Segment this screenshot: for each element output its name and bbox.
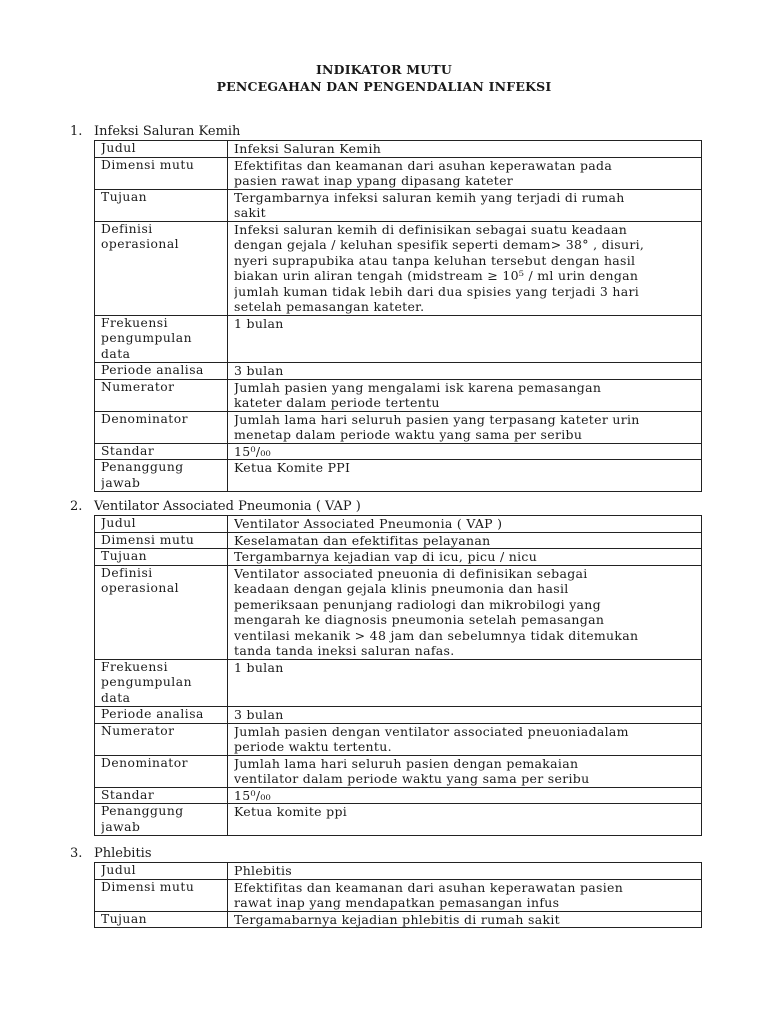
row-label-line: Penanggung <box>101 804 184 818</box>
table-row <box>95 189 702 221</box>
table-row <box>95 516 702 533</box>
row-value-line: Ventilator associated pneuonia di definisikan sebagai <box>234 565 588 581</box>
row-value-line: Jumlah pasien dengan ventilator associated pneuoniadalam <box>234 723 629 739</box>
row-label-line: Denominator <box>101 411 189 426</box>
row-value-line: sakit <box>234 205 266 220</box>
row-value-cell <box>228 379 702 411</box>
row-value-cell <box>228 516 702 533</box>
row-label-line: data <box>101 690 131 705</box>
table-row <box>95 443 702 460</box>
row-value-line: pemeriksaan penunjang radiologi dan mikrobilogi yang <box>234 596 601 612</box>
row-label-line: jawab <box>101 475 141 490</box>
row-value-line: Jumlah pasien yang mengalami isk karena pemasangan <box>234 379 602 395</box>
row-label-line: Dimensi mutu <box>101 157 195 172</box>
row-label-cell <box>95 379 228 411</box>
section-vap <box>70 499 710 836</box>
row-label-line: data <box>101 346 131 361</box>
section-heading <box>70 499 710 515</box>
row-label-line: Frekuensi <box>101 659 168 674</box>
row-value-line: Phlebitis <box>234 863 292 878</box>
table-row <box>95 659 702 707</box>
row-label-line: operasional <box>101 581 180 595</box>
row-value-cell <box>228 804 702 836</box>
row-label-line: Dimensi mutu <box>101 879 195 894</box>
row-value-cell <box>228 863 702 880</box>
row-label-cell <box>95 315 228 363</box>
row-label-cell <box>95 723 228 755</box>
row-label-cell <box>95 755 228 787</box>
row-label-cell <box>95 516 228 533</box>
row-value-cell <box>228 315 702 363</box>
table-row <box>95 879 702 911</box>
row-value-line: Keselamatan dan efektifitas pelayanan <box>234 532 491 548</box>
indicator-table <box>94 862 702 928</box>
section-number: 2. <box>70 499 83 514</box>
row-value-line: menetap dalam periode waktu yang sama per seribu <box>234 427 583 442</box>
indicator-table <box>94 515 702 836</box>
table-row <box>95 363 702 380</box>
document-subtitle: PENCEGAHAN DAN PENGENDALIAN INFEKSI <box>216 79 552 94</box>
section-infeksi-saluran-kemih <box>70 124 710 492</box>
row-value-cell <box>228 911 702 928</box>
row-label-line: Numerator <box>101 379 175 394</box>
row-label-cell <box>95 659 228 707</box>
row-label-cell <box>95 363 228 380</box>
row-value-cell <box>228 549 702 566</box>
row-label-line: Definisi <box>101 565 153 580</box>
section-phlebitis <box>70 846 710 928</box>
row-value-line: keadaan dengan gejala klinis pneumonia dan hasil <box>234 581 569 596</box>
row-value-line: ventilator dalam periode waktu yang sama per seribu <box>234 771 590 786</box>
row-label-cell <box>95 863 228 880</box>
row-label-line: Judul <box>101 863 137 877</box>
row-label-line: Tujuan <box>101 549 148 563</box>
row-value-line: pasien rawat inap ypang dipasang kateter <box>234 173 514 188</box>
row-value-line: Infeksi Saluran Kemih <box>234 141 382 156</box>
row-value-cell <box>228 221 702 315</box>
row-value-line: tanda tanda ineksi saluran nafas. <box>234 643 455 658</box>
row-value-line: periode waktu tertentu. <box>234 739 392 754</box>
row-value-line: Ketua Komite PPI <box>234 460 351 475</box>
row-value-cell <box>228 189 702 221</box>
table-row <box>95 707 702 724</box>
row-label-line: Denominator <box>101 755 189 770</box>
section-heading <box>70 846 710 862</box>
row-label-cell <box>95 443 228 460</box>
document-title: INDIKATOR MUTU <box>315 62 452 77</box>
row-value-cell <box>228 363 702 380</box>
row-value-cell <box>228 755 702 787</box>
row-label-line: Judul <box>101 516 137 530</box>
section-title: Ventilator Associated Pneumonia ( VAP ) <box>94 499 361 514</box>
row-label-line: Penanggung <box>101 460 184 474</box>
row-value-line: ventilasi mekanik > 48 jam dan sebelumnya tidak ditemukan <box>234 627 639 643</box>
indicator-table <box>94 140 702 492</box>
row-label-cell <box>95 532 228 549</box>
row-value-cell <box>228 707 702 724</box>
row-value-line: Tergambarnya kejadian vap di icu, picu / nicu <box>234 549 538 564</box>
row-label-cell <box>95 189 228 221</box>
section-number: 3. <box>70 846 83 861</box>
row-label-cell <box>95 565 228 659</box>
table-row <box>95 723 702 755</box>
table-row <box>95 787 702 804</box>
table-row <box>95 804 702 836</box>
row-label-cell <box>95 411 228 443</box>
row-label-line: Judul <box>101 141 137 155</box>
row-value-cell <box>228 141 702 158</box>
row-value-line: Jumlah lama hari seluruh pasien dengan pemakaian <box>234 755 579 771</box>
table-row <box>95 863 702 880</box>
table-row <box>95 549 702 566</box>
row-label-cell <box>95 157 228 189</box>
row-label-line: Tujuan <box>101 911 148 926</box>
row-value-line: 3 bulan <box>234 707 284 722</box>
table-row <box>95 379 702 411</box>
table-row <box>95 315 702 363</box>
row-value-cell <box>228 443 702 460</box>
row-label-line: operasional <box>101 237 180 251</box>
row-value-line: Efektifitas dan keamanan dari asuhan keperawatan pada <box>234 157 613 173</box>
table-row <box>95 532 702 549</box>
table-row <box>95 141 702 158</box>
row-value-line: nyeri suprapubika atau tanpa keluhan tersebut dengan hasil <box>234 252 636 268</box>
row-value-line: setelah pemasangan kateter. <box>234 299 425 314</box>
section-title: Phlebitis <box>94 846 152 861</box>
row-value-line: Tergambarnya infeksi saluran kemih yang terjadi di rumah <box>234 189 625 205</box>
row-value-line: jumlah kuman tidak lebih dari dua spisies yang terjadi 3 hari <box>234 283 640 299</box>
row-label-line: Tujuan <box>101 189 148 204</box>
row-value-line: Infeksi saluran kemih di definisikan sebagai suatu keadaan <box>234 221 628 237</box>
table-row <box>95 565 702 659</box>
row-label-line: jawab <box>101 819 141 834</box>
row-value-cell <box>228 723 702 755</box>
row-value-line: dengan gejala / keluhan spesifik seperti demam> 38° , disuri, <box>234 237 645 252</box>
row-value-line: kateter dalam periode tertentu <box>234 395 440 410</box>
row-label-line: pengumpulan <box>101 675 192 689</box>
row-label-cell <box>95 707 228 724</box>
row-value-line: mengarah ke diagnosis pneumonia setelah pemasangan <box>234 612 605 627</box>
section-title: Infeksi Saluran Kemih <box>94 124 241 139</box>
row-value-cell <box>228 787 702 804</box>
row-label-cell <box>95 787 228 804</box>
table-row <box>95 911 702 928</box>
row-label-cell <box>95 879 228 911</box>
row-value-line: biakan urin aliran tengah (midstream ≥ 10⁵ / ml urin dengan <box>234 268 639 283</box>
row-value-line: 1 bulan <box>234 315 284 331</box>
row-label-cell <box>95 141 228 158</box>
row-label-line: Dimensi mutu <box>101 532 195 547</box>
row-label-cell <box>95 460 228 492</box>
row-value-cell <box>228 659 702 707</box>
row-label-line: Standar <box>101 443 155 458</box>
row-value-line: rawat inap yang mendapatkan pemasangan infus <box>234 895 560 910</box>
row-value-line: Tergamabarnya kejadian phlebitis di rumah sakit <box>234 911 560 927</box>
row-value-line: 3 bulan <box>234 363 284 378</box>
table-row <box>95 460 702 492</box>
row-value-cell <box>228 532 702 549</box>
row-value-line: Efektifitas dan keamanan dari asuhan keperawatan pasien <box>234 879 624 895</box>
row-label-line: Definisi <box>101 221 153 236</box>
row-value-cell <box>228 565 702 659</box>
table-row <box>95 411 702 443</box>
row-label-line: Periode analisa <box>101 707 204 721</box>
table-row <box>95 157 702 189</box>
row-label-cell <box>95 549 228 566</box>
table-row <box>95 755 702 787</box>
row-value-line: 15⁰/₀₀ <box>234 787 271 803</box>
section-heading <box>70 124 710 140</box>
row-value-cell <box>228 879 702 911</box>
row-label-cell <box>95 221 228 315</box>
row-label-cell <box>95 804 228 836</box>
row-value-line: Ventilator Associated Pneumonia ( VAP ) <box>234 516 503 531</box>
row-value-line: 15⁰/₀₀ <box>234 443 271 459</box>
row-value-line: Ketua komite ppi <box>234 804 348 819</box>
row-value-line: 1 bulan <box>234 659 284 675</box>
section-number: 1. <box>70 124 83 139</box>
row-label-cell <box>95 911 228 928</box>
row-label-line: Frekuensi <box>101 315 168 330</box>
row-label-line: pengumpulan <box>101 331 192 345</box>
row-label-line: Standar <box>101 787 155 802</box>
table-row <box>95 221 702 315</box>
row-label-line: Periode analisa <box>101 363 204 377</box>
row-value-line: Jumlah lama hari seluruh pasien yang terpasang kateter urin <box>234 411 640 427</box>
row-value-cell <box>228 460 702 492</box>
row-label-line: Numerator <box>101 723 175 738</box>
row-value-cell <box>228 157 702 189</box>
row-value-cell <box>228 411 702 443</box>
